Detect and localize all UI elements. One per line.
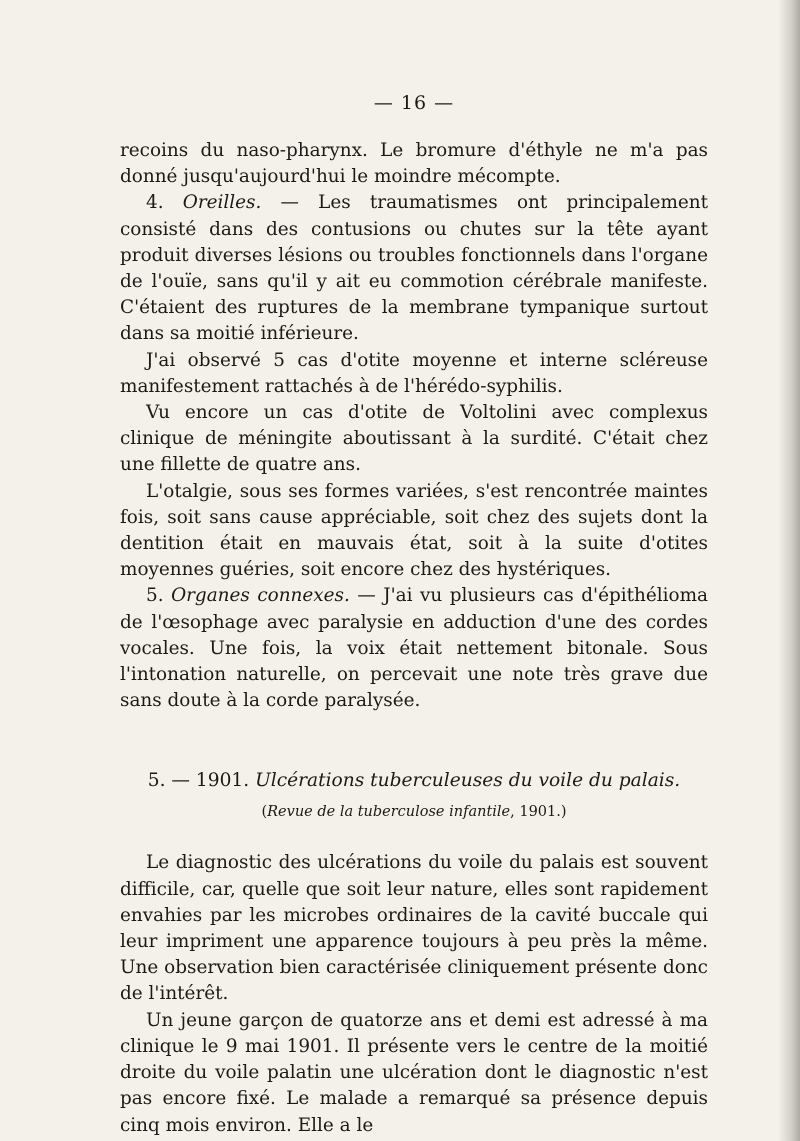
section-number: 4. <box>146 192 164 214</box>
source-journal: Revue de la tuberculose infantile <box>267 804 511 821</box>
paragraph-voltolini: Vu encore un cas d'otite de Voltolini avec complexus clinique de méningite aboutissant à la surdité. C'était chez une fillette de quatre ans. <box>120 402 708 476</box>
paragraph-otite-syphilis: J'ai observé 5 cas d'otite moyenne et interne scléreuse manifestement rattachés à de l'hérédo-syphilis. <box>120 349 708 397</box>
article-title: Ulcérations tuberculeuses du voile du palais. <box>255 770 681 792</box>
paragraph-diagnostic: Le diagnostic des ulcérations du voile du palais est souvent difficile, car, quelle que soit leur nature, elles sont rapidement envahies par les microbes ordinaires de la cavité buccale qui leur impriment une apparence toujours à peu près la même. Une observation bien caractérisée cliniquement présente donc de l'intérêt. <box>120 852 708 1005</box>
paragraph-otalgie: L'otalgie, sous ses formes variées, s'est rencontrée maintes fois, soit sans cause appréciable, soit chez des sujets dont la dentition était en mauvais état, soit à la suite d'otites moyennes guéries, soit encore chez des hystériques. <box>120 480 708 581</box>
article-source <box>120 804 708 820</box>
section-heading-oreilles: Oreilles. <box>182 192 262 214</box>
paragraph-case: Un jeune garçon de quatorze ans et demi est adressé à ma clinique le 9 mai 1901. Il présente vers le centre de la moitié droite du voile palatin une ulcération dont le diagnostic n'est pas encore fixé. Le malade a remarqué sa présence depuis cinq mois environ. Elle a le <box>120 1009 708 1136</box>
section-heading-organes-connexes: Organes connexes. <box>171 585 350 607</box>
article-number: 5. — 1901. <box>147 770 250 792</box>
paragraph-text: — Les traumatismes ont principalement consisté dans des contusions ou chutes sur la tête ayant produit diverses lésions ou troubles fonctionnels dans l'organe de l'ouïe, sans qu'il y ait eu commotion cérébrale manifeste. C'étaient des ruptures de la membrane tympanique surtout dans sa moitié inférieure. <box>120 192 708 345</box>
scan-shadow-edge <box>778 0 800 1141</box>
paragraph-text: — J'ai vu plusieurs cas d'épithélioma de l'œsophage avec paralysie en adduction d'une des cordes vocales. Une fois, la voix était nettement bitonale. Sous l'intonation naturelle, on percevait une note très grave due sans doute à la corde paralysée. <box>120 585 708 712</box>
paragraph-oreilles <box>120 190 708 347</box>
page-number: — 16 — <box>373 92 455 114</box>
paragraph-continuation: recoins du naso-pharynx. Le bromure d'éthyle ne m'a pas donné jusqu'aujourd'hui le moindre mécompte. <box>120 140 708 188</box>
article-heading <box>120 768 708 794</box>
source-paren: ( <box>261 804 268 821</box>
document-page <box>120 92 708 1139</box>
section-number: 5. <box>146 585 164 607</box>
source-year: , 1901.) <box>510 804 567 821</box>
paragraph-organes-connexes <box>120 583 708 714</box>
